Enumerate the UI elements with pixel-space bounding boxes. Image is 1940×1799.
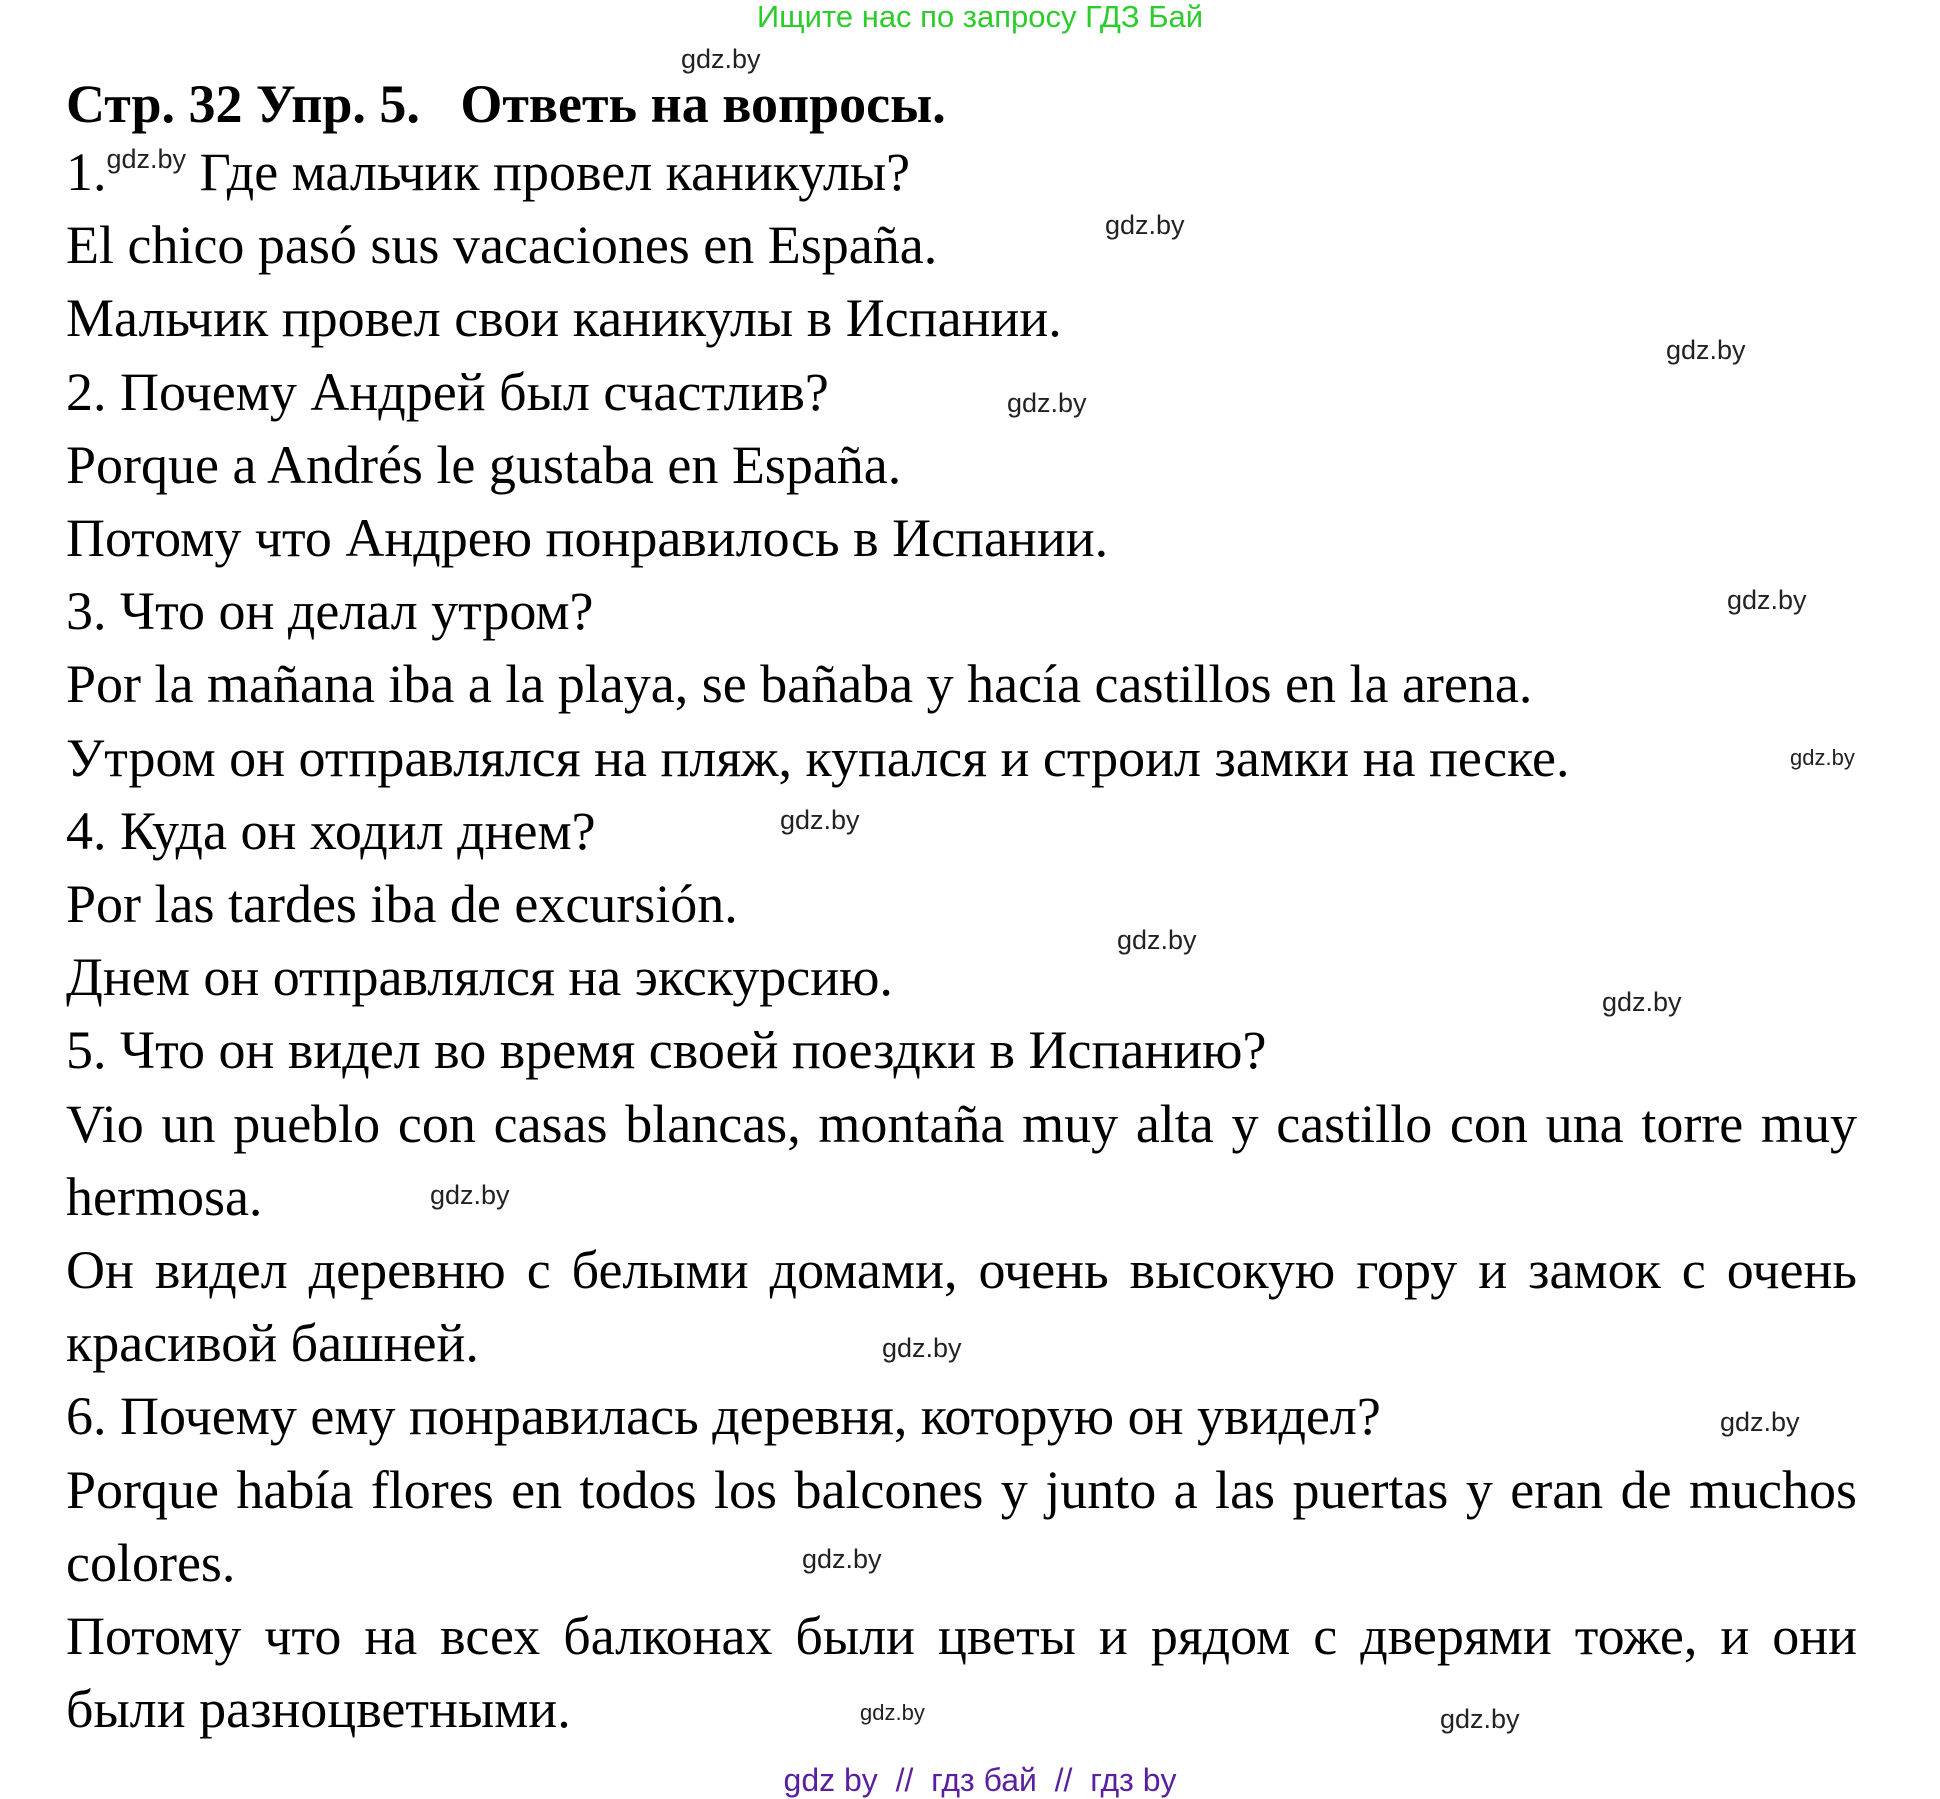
question-number: 1. — [66, 142, 107, 202]
watermark: gdz.by — [780, 805, 860, 835]
search-banner: Ищите нас по запросу ГДЗ Бай — [756, 0, 1204, 34]
page-title: Стр. 32 Упр. 5. Ответь на вопросы. — [66, 74, 946, 134]
answer-es-4: Por las tardes iba de excursión. — [66, 874, 738, 935]
question-4: 4. Куда он ходил днем? — [66, 800, 596, 861]
watermark: gdz.by — [1602, 987, 1682, 1017]
watermark: gdz.by — [681, 44, 761, 74]
question-text: Где мальчик провел каникулы? — [186, 142, 911, 202]
answer-es-1: El chico pasó sus vacaciones en España. — [66, 215, 938, 276]
answer-ru-5: Он видел деревню с белыми домами, очень высокую гору и замок с очень красивой башней. — [66, 1240, 1857, 1374]
watermark: gdz.by — [1117, 925, 1197, 955]
answer-es-5: Vio un pueblo con casas blancas, montaña muy alta y castillo con una torre muy hermosa. — [66, 1093, 1857, 1227]
question-1 — [66, 136, 1857, 209]
answer-es-3: Por la mañana iba a la playa, se bañaba y hacía castillos en la arena. — [66, 654, 1533, 715]
answer-ru-3: Утром он отправлялся на пляж, купался и строил замки на песке. — [66, 727, 1570, 788]
answer-es-6: Porque había flores en todos los balcones y junto a las puertas y eran de muchos colores. — [66, 1459, 1857, 1593]
watermark: gdz.by — [1007, 388, 1087, 418]
watermark: gdz.by — [430, 1180, 510, 1210]
answer-ru-1: Мальчик провел свои каникулы в Испании. — [66, 288, 1062, 349]
document-body — [66, 72, 1857, 1746]
question-3: 3. Что он делал утром? — [66, 581, 594, 642]
watermark: gdz.by — [1790, 745, 1855, 770]
answer-ru-2: Потому что Андрею понравилось в Испании. — [66, 508, 1109, 569]
watermark: gdz.by — [882, 1333, 962, 1363]
watermark: gdz.by — [1727, 585, 1807, 615]
watermark: gdz.by — [1720, 1407, 1800, 1437]
watermark: gdz.by — [1440, 1704, 1520, 1734]
footer-links: gdz by // гдз бай // гдз by — [783, 1762, 1177, 1798]
answer-ru-4: Днем он отправлялся на экскурсию. — [66, 947, 893, 1008]
watermark: gdz.by — [1105, 210, 1185, 240]
question-2: 2. Почему Андрей был счастлив? — [66, 361, 829, 422]
question-5: 5. Что он видел во время своей поездки в Испанию? — [66, 1020, 1267, 1081]
watermark: gdz.by — [802, 1544, 882, 1574]
answer-es-2: Porque a Andrés le gustaba en España. — [66, 434, 902, 495]
answer-ru-6: Потому что на всех балконах были цветы и рядом с дверями тоже, и они были разноцветными. — [66, 1606, 1857, 1740]
watermark: gdz.by — [106, 144, 187, 174]
question-6: 6. Почему ему понравилась деревня, которую он увидел? — [66, 1386, 1381, 1447]
watermark: gdz.by — [860, 1700, 925, 1725]
watermark: gdz.by — [1666, 335, 1746, 365]
